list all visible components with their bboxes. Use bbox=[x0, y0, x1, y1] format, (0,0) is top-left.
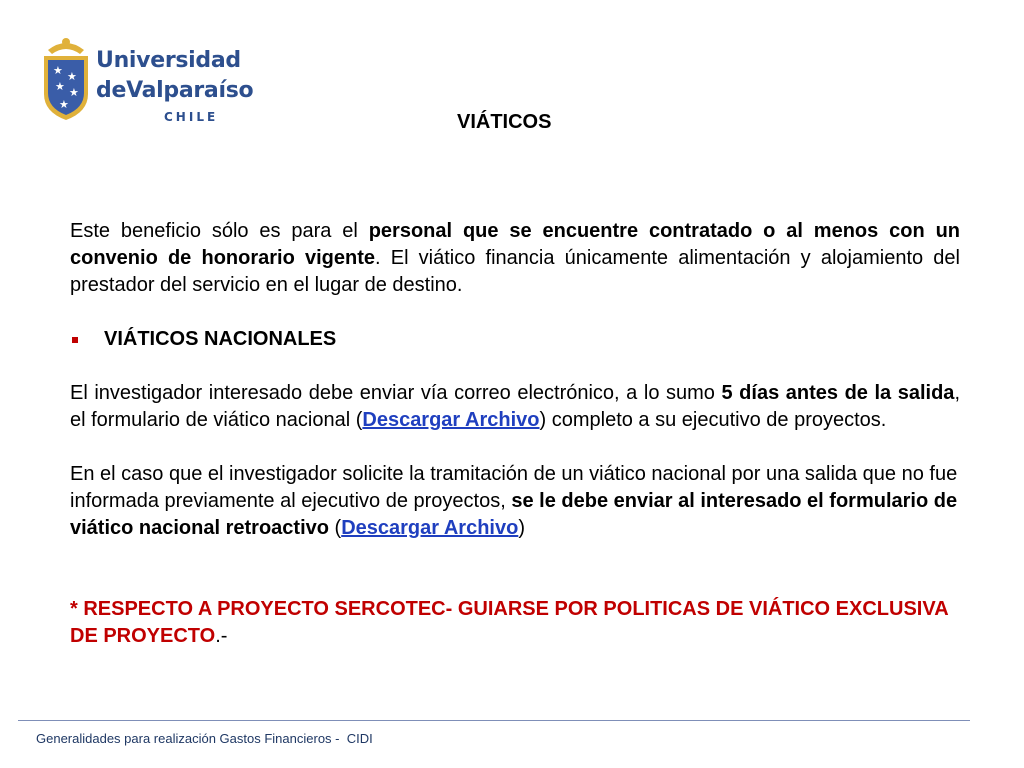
retro-text-c: ( bbox=[328, 517, 342, 539]
download-link-national[interactable]: Descargar Archivo bbox=[362, 409, 540, 431]
national-text-d: ) completo a su ejecutivo de proyectos. bbox=[539, 409, 887, 431]
intro-text-c: . El viático financia únicamente alimentación y alojamiento del prestador del servicio en el lugar de destino. bbox=[70, 247, 960, 296]
logo-line-2: deValparaíso bbox=[96, 78, 254, 103]
university-logo bbox=[40, 34, 254, 126]
page-title: VIÁTICOS bbox=[457, 111, 552, 133]
section-heading-row bbox=[70, 326, 960, 353]
svg-text:★: ★ bbox=[55, 80, 65, 93]
national-text-bold: 5 días antes de la salida bbox=[721, 382, 955, 404]
footer-text: Generalidades para realización Gastos Financieros - CIDI bbox=[36, 731, 373, 746]
national-text-a: El investigador interesado debe enviar vía correo electrónico, a lo sumo bbox=[70, 382, 722, 404]
retro-text-bold: se le debe enviar al interesado el formulario de viático nacional retroactivo bbox=[70, 490, 958, 539]
logo-line-1: Universidad bbox=[96, 48, 241, 73]
warning-suffix: .- bbox=[215, 625, 228, 647]
square-bullet-icon bbox=[72, 337, 78, 343]
national-paragraph bbox=[70, 380, 960, 434]
warning-paragraph bbox=[70, 596, 960, 650]
intro-text-bold: personal que se encuentre contratado o al menos con un convenio de honorario vigente bbox=[70, 220, 960, 269]
svg-text:★: ★ bbox=[69, 86, 79, 99]
svg-text:★: ★ bbox=[59, 98, 69, 111]
retroactive-paragraph bbox=[70, 461, 960, 542]
download-link-retroactive[interactable]: Descargar Archivo bbox=[341, 517, 519, 539]
retro-text-a: En el caso que el investigador solicite la tramitación de un viático nacional por una salida que no fue informada previamente al ejecutivo de proyectos, bbox=[70, 463, 958, 512]
national-text-c: , el formulario de viático nacional ( bbox=[70, 382, 960, 431]
footer-divider bbox=[18, 720, 970, 721]
intro-paragraph bbox=[70, 218, 960, 299]
logo-line-3: CHILE bbox=[164, 110, 219, 124]
retro-text-d: ) bbox=[518, 517, 525, 539]
intro-text-a: Este beneficio sólo es para el bbox=[70, 220, 369, 242]
main-content bbox=[70, 218, 960, 650]
svg-text:★: ★ bbox=[67, 70, 77, 83]
warning-text: * RESPECTO A PROYECTO SERCOTEC- GUIARSE POR POLITICAS DE VIÁTICO EXCLUSIVA DE PROYECTO bbox=[70, 598, 948, 647]
svg-text:★: ★ bbox=[53, 64, 63, 77]
university-shield-icon bbox=[40, 34, 92, 126]
section-heading: VIÁTICOS NACIONALES bbox=[104, 328, 337, 350]
